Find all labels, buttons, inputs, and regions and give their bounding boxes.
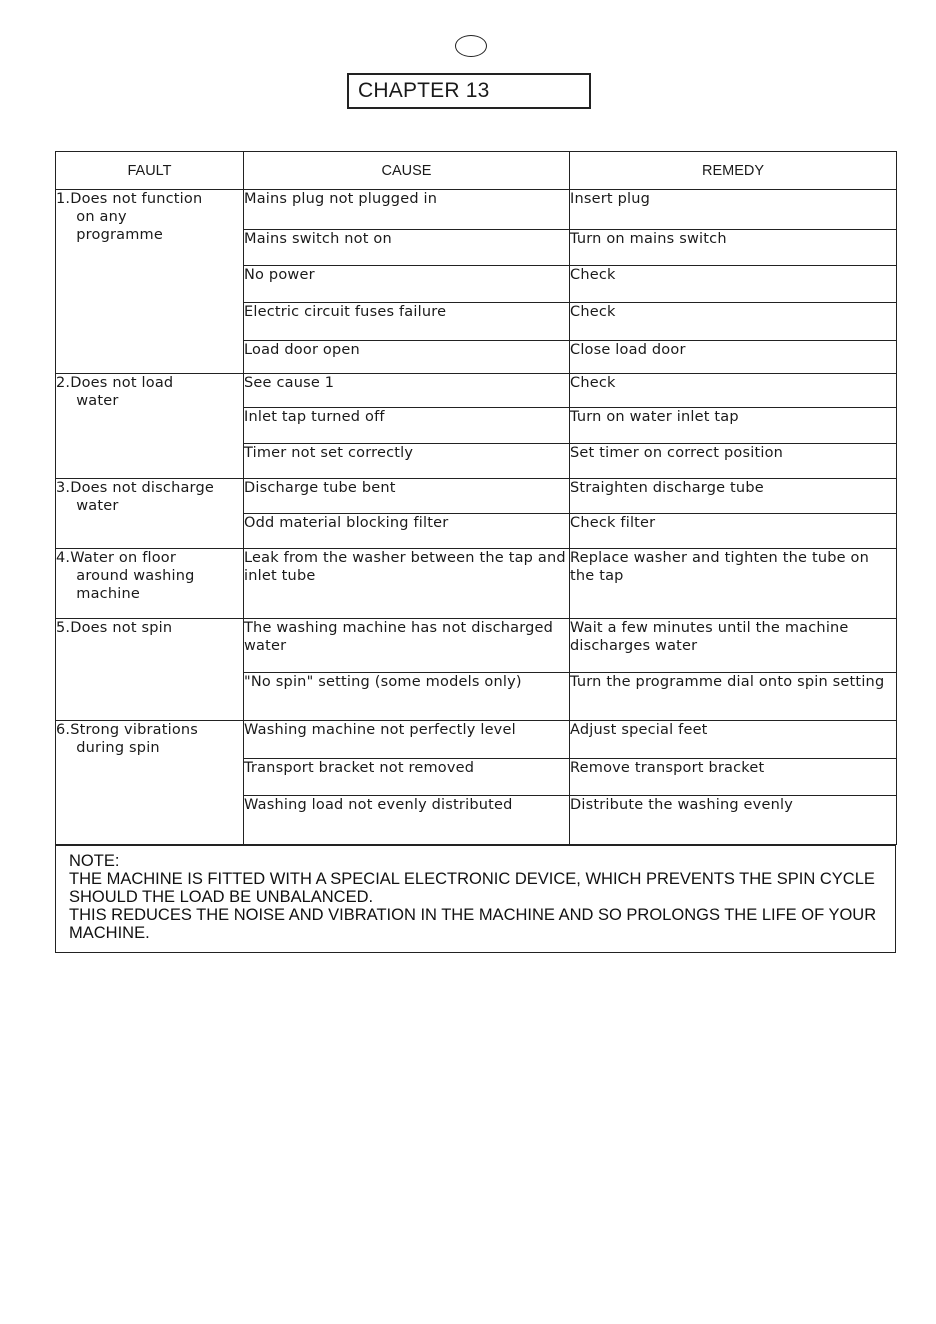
fault-cell xyxy=(56,479,244,549)
cause-cell: Mains switch not on xyxy=(244,230,570,266)
fault-cell xyxy=(56,190,244,374)
fault-cell xyxy=(56,721,244,845)
table-row xyxy=(56,374,897,408)
cause-cell: Load door open xyxy=(244,341,570,374)
remedy-cell: Close load door xyxy=(570,341,897,374)
note-line: SHOULD THE LOAD BE UNBALANCED. xyxy=(69,888,374,906)
remedy-cell: Straighten discharge tube xyxy=(570,479,897,514)
table-row xyxy=(56,190,897,230)
fault-cell xyxy=(56,374,244,479)
cause-cell: Washing load not evenly distributed xyxy=(244,796,570,845)
fault-number: 4. xyxy=(56,550,71,566)
cause-cell: See cause 1 xyxy=(244,374,570,408)
fault-text-line: Does not function xyxy=(70,191,203,207)
language-badge-oval xyxy=(455,35,487,57)
fault-number: 6. xyxy=(56,722,71,738)
cause-cell: Mains plug not plugged in xyxy=(244,190,570,230)
column-header-cause: CAUSE xyxy=(244,152,570,190)
fault-text-line: machine xyxy=(76,586,140,602)
table-row xyxy=(56,721,897,759)
fault-text-line: Does not discharge xyxy=(70,480,214,496)
remedy-cell: Check xyxy=(570,374,897,408)
fault-text-line: on any xyxy=(76,209,127,225)
cause-cell: Washing machine not perfectly level xyxy=(244,721,570,759)
remedy-cell: Turn the programme dial onto spin setting xyxy=(570,673,897,721)
fault-number: 5. xyxy=(56,620,71,636)
cause-cell: Leak from the washer between the tap and inlet tube xyxy=(244,549,570,619)
troubleshooting-table xyxy=(55,151,897,845)
fault-text-line: Water on floor xyxy=(70,550,177,566)
cause-cell: The washing machine has not discharged water xyxy=(244,619,570,673)
fault-text-line: Does not spin xyxy=(70,620,173,636)
note-box xyxy=(55,845,896,953)
cause-cell: "No spin" setting (some models only) xyxy=(244,673,570,721)
fault-number: 3. xyxy=(56,480,71,496)
cause-cell: Discharge tube bent xyxy=(244,479,570,514)
cause-cell: Timer not set correctly xyxy=(244,444,570,479)
fault-text-line: programme xyxy=(76,227,163,243)
note-line: NOTE: xyxy=(69,852,120,870)
note-line: THE MACHINE IS FITTED WITH A SPECIAL ELECTRONIC DEVICE, WHICH PREVENTS THE SPIN CYCLE xyxy=(69,870,875,888)
cause-cell: Electric circuit fuses failure xyxy=(244,303,570,341)
remedy-cell: Check xyxy=(570,266,897,303)
fault-text-line: around washing xyxy=(76,568,195,584)
fault-cell xyxy=(56,549,244,619)
remedy-cell: Check xyxy=(570,303,897,341)
cause-cell: Transport bracket not removed xyxy=(244,759,570,796)
fault-text-line: Strong vibrations xyxy=(70,722,199,738)
remedy-cell: Adjust special feet xyxy=(570,721,897,759)
column-header-fault: FAULT xyxy=(56,152,244,190)
remedy-cell: Set timer on correct position xyxy=(570,444,897,479)
remedy-cell: Turn on mains switch xyxy=(570,230,897,266)
remedy-cell: Wait a few minutes until the machine discharges water xyxy=(570,619,897,673)
table-row xyxy=(56,549,897,619)
cause-cell: Inlet tap turned off xyxy=(244,408,570,444)
chapter-heading: CHAPTER 13 xyxy=(347,73,591,109)
fault-text-line: water xyxy=(76,393,119,409)
table-header-row xyxy=(56,152,897,190)
remedy-cell: Check filter xyxy=(570,514,897,549)
table-row xyxy=(56,479,897,514)
cause-cell: No power xyxy=(244,266,570,303)
fault-number: 1. xyxy=(56,191,71,207)
fault-text-line: Does not load xyxy=(70,375,174,391)
remedy-cell: Turn on water inlet tap xyxy=(570,408,897,444)
remedy-cell: Insert plug xyxy=(570,190,897,230)
fault-cell xyxy=(56,619,244,721)
table-row xyxy=(56,619,897,673)
cause-cell: Odd material blocking filter xyxy=(244,514,570,549)
remedy-cell: Remove transport bracket xyxy=(570,759,897,796)
remedy-cell: Replace washer and tighten the tube on the tap xyxy=(570,549,897,619)
fault-text-line: water xyxy=(76,498,119,514)
column-header-remedy: REMEDY xyxy=(570,152,897,190)
note-line: MACHINE. xyxy=(69,924,150,942)
fault-number: 2. xyxy=(56,375,71,391)
fault-text-line: during spin xyxy=(76,740,160,756)
note-line: THIS REDUCES THE NOISE AND VIBRATION IN THE MACHINE AND SO PROLONGS THE LIFE OF YOUR xyxy=(69,906,877,924)
remedy-cell: Distribute the washing evenly xyxy=(570,796,897,845)
